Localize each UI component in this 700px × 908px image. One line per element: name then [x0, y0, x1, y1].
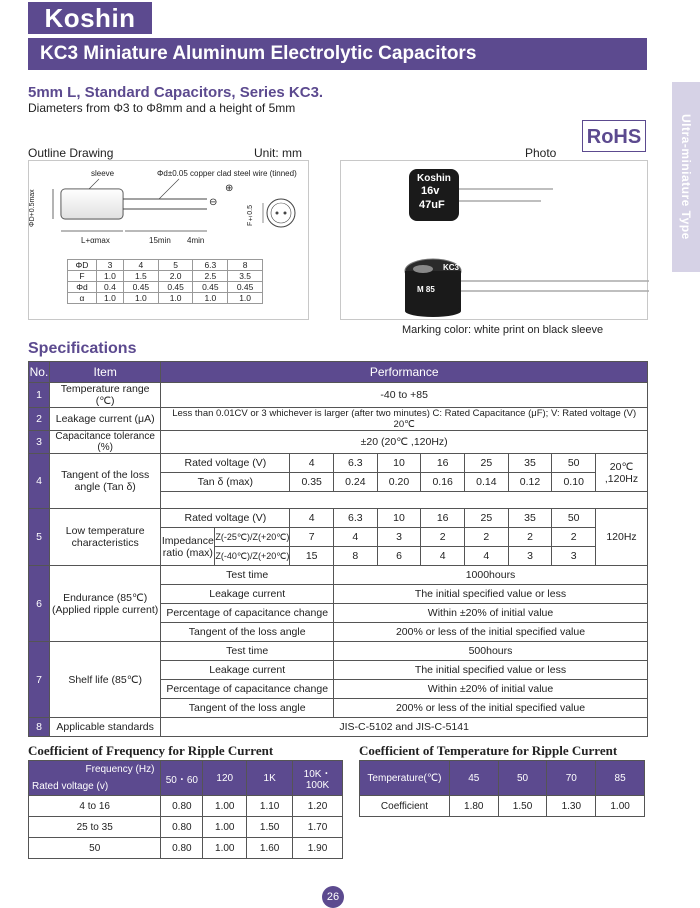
dim-cell: 0.45 — [228, 282, 263, 293]
wire-label: Φd±0.05 copper clad steel wire (tinned) — [157, 169, 297, 178]
z1-cell: 4 — [334, 528, 378, 547]
test-label: Percentage of capacitance change — [161, 680, 334, 699]
photo-label: Photo — [525, 146, 557, 160]
dim-cell: 0.45 — [193, 282, 228, 293]
freq-cell: 1.10 — [247, 796, 293, 817]
impedance-label: Impedance ratio (max) — [161, 528, 215, 566]
temp-col: 70 — [547, 761, 596, 796]
dim-cell: 2.5 — [193, 271, 228, 282]
freq-cell: 1.00 — [203, 838, 247, 859]
end-view-lead-1 — [276, 212, 279, 215]
dim-cell: 5 — [158, 260, 193, 271]
dim-cell: 6.3 — [193, 260, 228, 271]
spec-row-6a — [29, 566, 648, 585]
row-number: 2 — [29, 408, 50, 431]
temp-row — [360, 796, 645, 817]
photo-cap2-side: M 85 — [417, 285, 435, 294]
test-value: The initial specified value or less — [334, 661, 648, 680]
test-value: 200% or less of the initial specified value — [334, 699, 648, 718]
freq-header-row — [29, 761, 343, 796]
spec-row-5a — [29, 509, 648, 528]
rv-cell: 10 — [377, 454, 421, 473]
header-item: Item — [49, 362, 160, 383]
test-label: Test time — [161, 566, 334, 585]
subtext: Diameters from Φ3 to Φ8mm and a height of 5mm — [28, 101, 296, 115]
subheading: 5mm L, Standard Capacitors, Series KC3. — [28, 84, 324, 101]
temp-title: Coefficient of Temperature for Ripple Current — [359, 743, 618, 758]
freq-cell: 1.90 — [293, 838, 343, 859]
test-value: 1000hours — [334, 566, 648, 585]
rv-cell: 10 — [377, 509, 421, 528]
test-label: Leakage current — [161, 661, 334, 680]
freq-corner-cell — [29, 761, 161, 796]
f-label: F±0.5 — [247, 205, 254, 227]
rv-cell: 16 — [421, 509, 465, 528]
row-number: 3 — [29, 431, 50, 454]
item-label: Applicable standards — [49, 718, 160, 737]
z1-cell: 2 — [552, 528, 596, 547]
row-number: 8 — [29, 718, 50, 737]
test-value: 200% or less of the initial specified value — [334, 623, 648, 642]
freq-title: Coefficient of Frequency for Ripple Current — [28, 743, 274, 758]
freq-cell: 0.80 — [161, 838, 203, 859]
z2-cell: 8 — [334, 547, 378, 566]
rv-cell: 35 — [508, 454, 552, 473]
tan-cell: 0.24 — [334, 473, 378, 492]
brand-logo: Koshin — [28, 2, 152, 34]
item-label: Tangent of the loss angle (Tan δ) — [49, 454, 160, 509]
dim-cell: 0.45 — [158, 282, 193, 293]
spec-row-4a — [29, 454, 648, 473]
freq-header-label: Frequency (Hz) — [85, 764, 155, 775]
test-value: 500hours — [334, 642, 648, 661]
dim-cell: 0.4 — [96, 282, 123, 293]
photo-cap1-capacitance: 47uF — [419, 199, 445, 211]
freq-cell: 1.00 — [203, 817, 247, 838]
dim-cell: 1.5 — [124, 271, 159, 282]
rv-cell: 35 — [508, 509, 552, 528]
sleeve-label: sleeve — [91, 169, 115, 178]
test-label: Tangent of the loss angle — [161, 699, 334, 718]
test-label: Tangent of the loss angle — [161, 623, 334, 642]
rv-cell: 4 — [290, 509, 334, 528]
temp-col: 85 — [596, 761, 645, 796]
test-label: Leakage current — [161, 585, 334, 604]
tan-cell: 0.35 — [290, 473, 334, 492]
test-value: The initial specified value or less — [334, 585, 648, 604]
dim-row-alpha — [68, 293, 263, 304]
z2-cell: 4 — [465, 547, 509, 566]
condition-cell: 120Hz — [596, 509, 648, 566]
freq-cell: 50 — [29, 838, 161, 859]
dim-cell: 2.0 — [158, 271, 193, 282]
item-label: Endurance (85℃) (Applied ripple current) — [49, 566, 160, 642]
performance-value: -40 to +85 — [161, 383, 648, 408]
rv-cell: 50 — [552, 509, 596, 528]
temp-table — [359, 760, 645, 817]
row-number: 5 — [29, 509, 50, 566]
temp-cell: 1.80 — [449, 796, 498, 817]
dia-label: ΦD+0.5max — [29, 189, 36, 227]
freq-col: 50・60 — [161, 761, 203, 796]
photo-cap2-top: KC3 — [443, 263, 460, 272]
temp-header-row — [360, 761, 645, 796]
rated-voltage-header: Rated voltage (v) — [32, 781, 109, 792]
tan-label: Tan δ (max) — [161, 473, 290, 492]
plus-icon: ⊕ — [225, 183, 234, 194]
temp-header-label: Temperature(℃) — [360, 761, 450, 796]
rated-voltage-label: Rated voltage (V) — [161, 509, 290, 528]
rv-cell: 6.3 — [334, 454, 378, 473]
item-label: Temperature range (℃) — [49, 383, 160, 408]
dim-cell: 3 — [96, 260, 123, 271]
test-value: Within ±20% of initial value — [334, 680, 648, 699]
temp-cell: 1.30 — [547, 796, 596, 817]
row-number: 1 — [29, 383, 50, 408]
tan-cell: 0.20 — [377, 473, 421, 492]
freq-col: 1K — [247, 761, 293, 796]
rv-cell: 16 — [421, 454, 465, 473]
minus-icon: ⊖ — [209, 197, 218, 208]
rv-cell: 6.3 — [334, 509, 378, 528]
spacer-cell — [161, 492, 648, 509]
dim-cell: 1.0 — [228, 293, 263, 304]
rv-cell: 4 — [290, 454, 334, 473]
item-label: Low temperature characteristics — [49, 509, 160, 566]
performance-value: JIS-C-5102 and JIS-C-5141 — [161, 718, 648, 737]
spec-row-2 — [29, 408, 648, 431]
performance-value: Less than 0.01CV or 3 whichever is larger (after two minutes) C: Rated Capacitance (μF); V: Rated voltage (V) 20℃ — [161, 408, 648, 431]
freq-cell: 1.20 — [293, 796, 343, 817]
specifications-heading: Specifications — [28, 340, 137, 357]
temp-row-label: Coefficient — [360, 796, 450, 817]
outline-label: Outline Drawing — [28, 146, 114, 160]
rv-cell: 25 — [465, 509, 509, 528]
row-number: 4 — [29, 454, 50, 509]
z2-label: Z(-40℃)/Z(+20℃) — [215, 547, 290, 566]
temp-col: 45 — [449, 761, 498, 796]
unit-label: Unit: mm — [254, 146, 302, 160]
photo-cap1-brand: Koshin — [417, 173, 451, 184]
photo-panel — [340, 160, 648, 320]
outline-drawing-panel — [28, 160, 309, 320]
spec-row-7a — [29, 642, 648, 661]
freq-cell: 1.60 — [247, 838, 293, 859]
dim-cell: α — [68, 293, 97, 304]
z1-cell: 2 — [465, 528, 509, 547]
tan-cell: 0.14 — [465, 473, 509, 492]
condition-cell: 20℃ ,120Hz — [596, 454, 648, 492]
z1-label: Z(-25℃)/Z(+20℃) — [215, 528, 290, 547]
performance-value: ±20 (20℃ ,120Hz) — [161, 431, 648, 454]
rated-voltage-label: Rated voltage (V) — [161, 454, 290, 473]
z2-cell: 3 — [508, 547, 552, 566]
item-label: Leakage current (μA) — [49, 408, 160, 431]
dim-cell: 1.0 — [96, 271, 123, 282]
page-title: KC3 Miniature Aluminum Electrolytic Capacitors — [28, 38, 647, 70]
freq-col: 10K・100K — [293, 761, 343, 796]
row-number: 7 — [29, 642, 50, 718]
lmax-label: L+αmax — [81, 236, 110, 245]
rv-cell: 50 — [552, 454, 596, 473]
tan-cell: 0.10 — [552, 473, 596, 492]
tan-cell: 0.16 — [421, 473, 465, 492]
dim-cell: 1.0 — [193, 293, 228, 304]
dim-cell: 8 — [228, 260, 263, 271]
freq-row — [29, 838, 343, 859]
freq-cell: 1.50 — [247, 817, 293, 838]
temp-col: 50 — [498, 761, 547, 796]
dim-cell: 0.45 — [124, 282, 159, 293]
end-view-inner — [271, 203, 291, 223]
dim-cell: 1.0 — [158, 293, 193, 304]
temp-cell: 1.50 — [498, 796, 547, 817]
spec-row-8 — [29, 718, 648, 737]
spec-row-1 — [29, 383, 648, 408]
z1-cell: 2 — [508, 528, 552, 547]
photo-caption: Marking color: white print on black sleeve — [402, 324, 604, 336]
rohs-badge: RoHS — [582, 120, 646, 152]
tan-cell: 0.12 — [508, 473, 552, 492]
specifications-table — [28, 361, 648, 737]
freq-cell: 1.00 — [203, 796, 247, 817]
photo-capacitor-2-bottom — [405, 305, 461, 317]
freq-row — [29, 796, 343, 817]
page-number: 26 — [322, 886, 344, 908]
dim-row-f — [68, 271, 263, 282]
freq-row — [29, 817, 343, 838]
min15-label: 15min — [149, 236, 171, 245]
photo-cap1-voltage: 16v — [421, 185, 440, 197]
test-label: Test time — [161, 642, 334, 661]
test-value: Within ±20% of initial value — [334, 604, 648, 623]
capacitor-body-shade — [61, 189, 123, 219]
z2-cell: 3 — [552, 547, 596, 566]
dim-cell: F — [68, 271, 97, 282]
dim-cell: 4 — [124, 260, 159, 271]
min4-label: 4min — [187, 236, 205, 245]
dim-cell: ΦD — [68, 260, 97, 271]
freq-col: 120 — [203, 761, 247, 796]
freq-table — [28, 760, 343, 859]
z1-cell: 7 — [290, 528, 334, 547]
z1-cell: 3 — [377, 528, 421, 547]
rv-cell: 25 — [465, 454, 509, 473]
freq-cell: 0.80 — [161, 796, 203, 817]
dim-cell: Φd — [68, 282, 97, 293]
z2-cell: 15 — [290, 547, 334, 566]
capacitor-photo — [341, 161, 649, 321]
wire-pointer — [159, 179, 179, 199]
item-label: Capacitance tolerance (%) — [49, 431, 160, 454]
side-tab: Ultra-miniature Type — [672, 82, 700, 272]
freq-cell: 0.80 — [161, 817, 203, 838]
end-view-lead-2 — [284, 212, 287, 215]
temp-cell: 1.00 — [596, 796, 645, 817]
header-no: No. — [29, 362, 50, 383]
z2-cell: 6 — [377, 547, 421, 566]
dim-row-wire — [68, 282, 263, 293]
dim-row-d — [68, 260, 263, 271]
freq-cell: 25 to 35 — [29, 817, 161, 838]
dim-cell: 3.5 — [228, 271, 263, 282]
dimension-table — [67, 259, 263, 304]
freq-cell: 1.70 — [293, 817, 343, 838]
z1-cell: 2 — [421, 528, 465, 547]
header-performance: Performance — [161, 362, 648, 383]
freq-cell: 4 to 16 — [29, 796, 161, 817]
sleeve-pointer — [89, 179, 99, 189]
row-number: 6 — [29, 566, 50, 642]
spec-header-row — [29, 362, 648, 383]
z2-cell: 4 — [421, 547, 465, 566]
test-label: Percentage of capacitance change — [161, 604, 334, 623]
photo-cap-vent — [413, 265, 433, 273]
spec-row-3 — [29, 431, 648, 454]
dim-cell: 1.0 — [124, 293, 159, 304]
dim-cell: 1.0 — [96, 293, 123, 304]
item-label: Shelf life (85℃) — [49, 642, 160, 718]
